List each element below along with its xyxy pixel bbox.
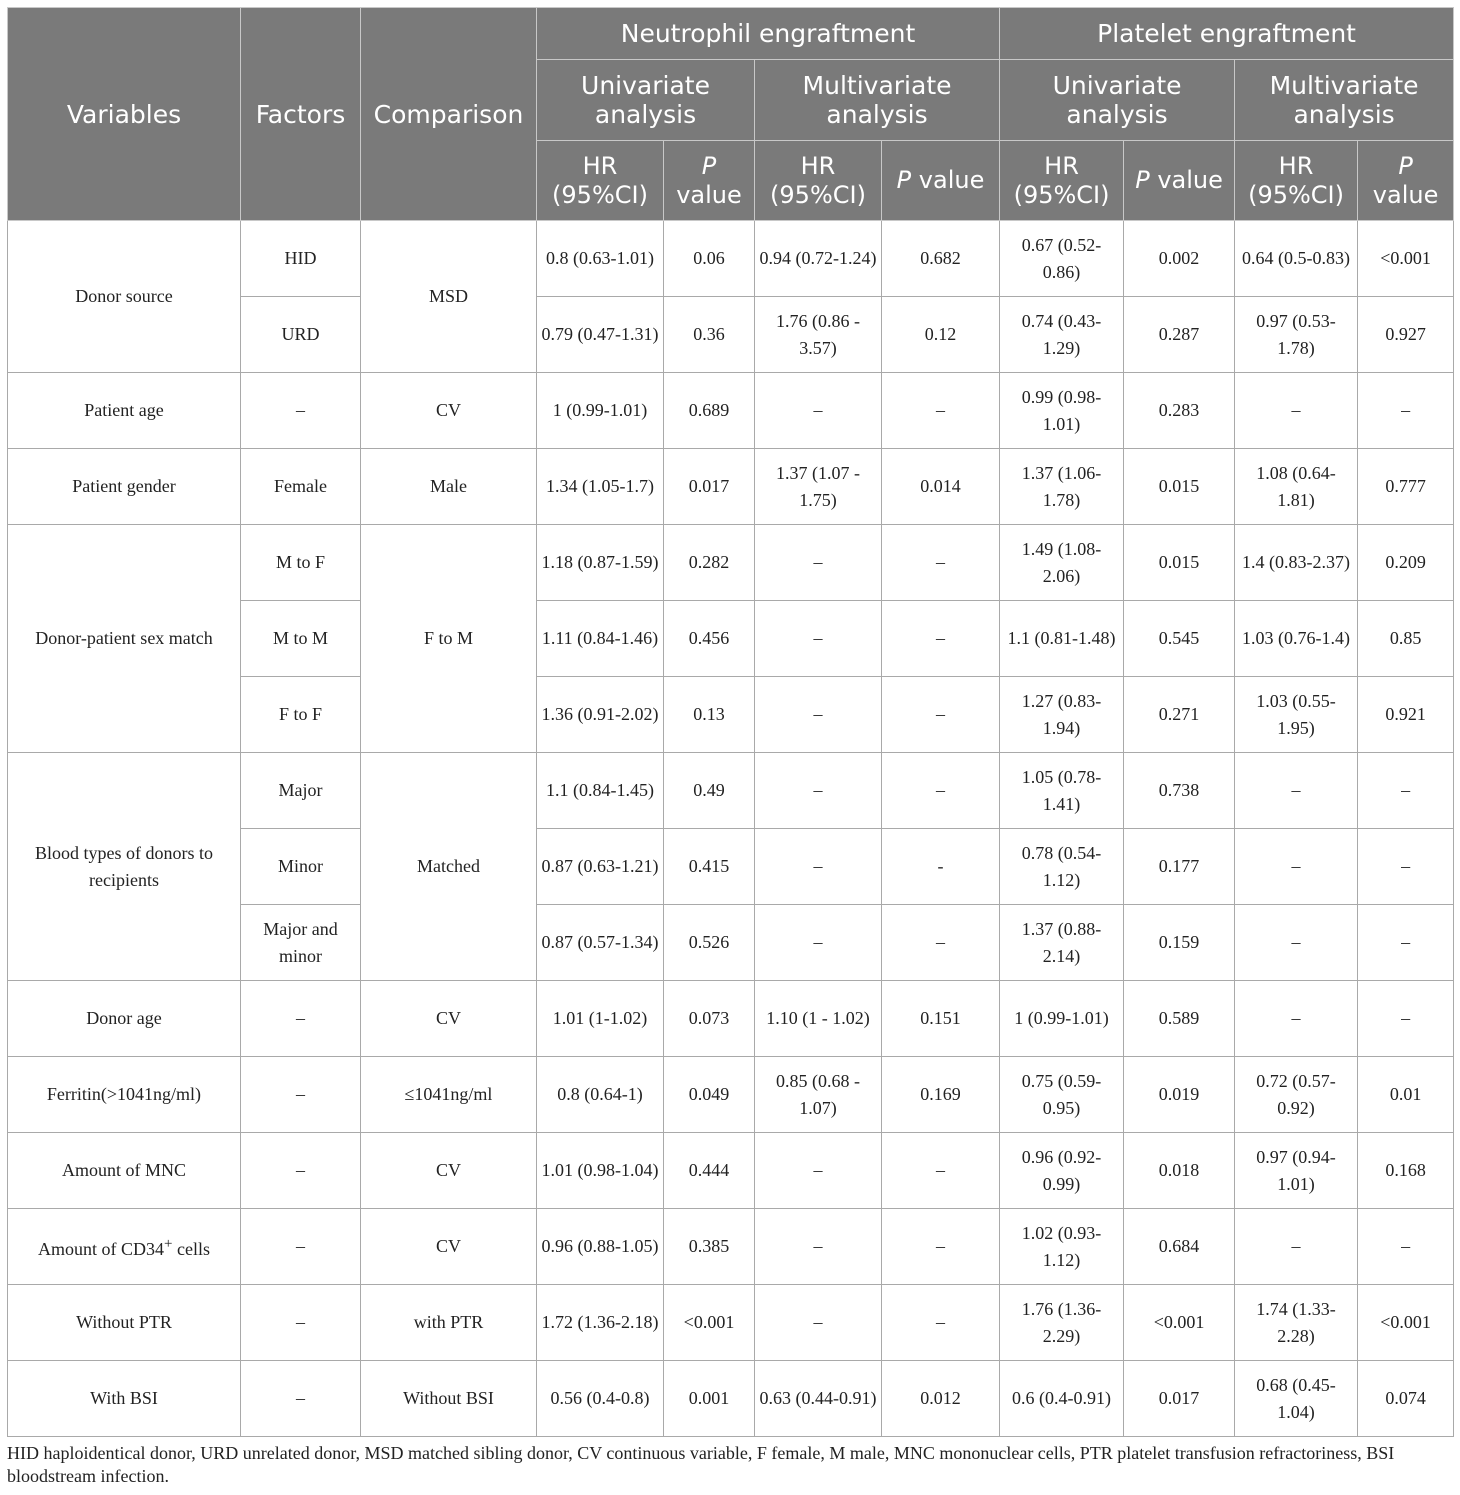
cell-p: – — [1358, 1209, 1454, 1285]
cell-hr: 0.74 (0.43-1.29) — [1000, 297, 1124, 373]
cell-p: 0.168 — [1358, 1133, 1454, 1209]
cell-comparison: Matched — [361, 753, 537, 981]
cell-p: – — [882, 373, 1000, 449]
cell-hr: – — [1235, 829, 1358, 905]
cell-hr: 0.87 (0.57-1.34) — [537, 905, 664, 981]
cell-p: 0.85 — [1358, 601, 1454, 677]
cell-comparison: F to M — [361, 525, 537, 753]
cell-hr: 0.87 (0.63-1.21) — [537, 829, 664, 905]
cell-p: 0.017 — [664, 449, 755, 525]
header-hr: HR (95%CI) — [537, 141, 664, 221]
cell-factor: Major — [241, 753, 361, 829]
header-neutrophil-multivariate: Multivariate analysis — [755, 60, 1000, 141]
cell-p: 0.06 — [664, 221, 755, 297]
cell-hr: 0.68 (0.45-1.04) — [1235, 1361, 1358, 1437]
header-variables: Variables — [8, 8, 241, 221]
cell-p: 0.415 — [664, 829, 755, 905]
cell-p: 0.018 — [1124, 1133, 1235, 1209]
cell-hr: – — [755, 677, 882, 753]
cell-p: 0.209 — [1358, 525, 1454, 601]
cell-p: – — [1358, 753, 1454, 829]
cell-variable: With BSI — [8, 1361, 241, 1437]
cell-comparison: CV — [361, 981, 537, 1057]
header-value-word: value — [1157, 166, 1223, 194]
cell-p: 0.36 — [664, 297, 755, 373]
cell-p: 0.589 — [1124, 981, 1235, 1057]
cell-p: 0.684 — [1124, 1209, 1235, 1285]
cell-factor: – — [241, 1285, 361, 1361]
cell-factor: M to M — [241, 601, 361, 677]
cell-variable: Blood types of donors to recipients — [8, 753, 241, 981]
cd34-label: Amount of CD34 — [38, 1238, 165, 1259]
cell-p: 0.921 — [1358, 677, 1454, 753]
cell-p: 0.073 — [664, 981, 755, 1057]
cell-hr: 0.94 (0.72-1.24) — [755, 221, 882, 297]
cell-p: 0.159 — [1124, 905, 1235, 981]
cell-hr: 0.96 (0.92-0.99) — [1000, 1133, 1124, 1209]
cell-comparison: MSD — [361, 221, 537, 373]
cell-factor: Minor — [241, 829, 361, 905]
cell-variable: Amount of MNC — [8, 1133, 241, 1209]
table-row — [8, 753, 1454, 829]
cell-p: 0.526 — [664, 905, 755, 981]
cell-comparison: CV — [361, 1209, 537, 1285]
cell-hr: 1.37 (0.88-2.14) — [1000, 905, 1124, 981]
cell-factor: F to F — [241, 677, 361, 753]
cd34-superscript: + — [164, 1235, 173, 1252]
cell-factor: – — [241, 1057, 361, 1133]
cell-hr: 1.76 (1.36-2.29) — [1000, 1285, 1124, 1361]
cell-variable: Donor age — [8, 981, 241, 1057]
cell-hr: 1 (0.99-1.01) — [537, 373, 664, 449]
cell-hr: 1.74 (1.33-2.28) — [1235, 1285, 1358, 1361]
header-comparison: Comparison — [361, 8, 537, 221]
cell-hr: 1.1 (0.84-1.45) — [537, 753, 664, 829]
table-row — [8, 1361, 1454, 1437]
cell-p: 0.012 — [882, 1361, 1000, 1437]
cell-comparison: Without BSI — [361, 1361, 537, 1437]
cell-p: – — [1358, 981, 1454, 1057]
cell-hr: – — [755, 1209, 882, 1285]
cell-hr: 0.85 (0.68 - 1.07) — [755, 1057, 882, 1133]
cell-variable: Patient gender — [8, 449, 241, 525]
cell-variable: Ferritin(>1041ng/ml) — [8, 1057, 241, 1133]
cell-hr: 0.97 (0.94-1.01) — [1235, 1133, 1358, 1209]
cell-factor: Major and minor — [241, 905, 361, 981]
cell-p: 0.444 — [664, 1133, 755, 1209]
cell-hr: 0.6 (0.4-0.91) — [1000, 1361, 1124, 1437]
header-p-value — [664, 141, 755, 221]
table-body — [8, 221, 1454, 1437]
cell-p: – — [882, 753, 1000, 829]
cell-hr: – — [755, 829, 882, 905]
header-platelet-engraftment: Platelet engraftment — [1000, 8, 1454, 60]
cell-p: – — [1358, 373, 1454, 449]
table-row — [8, 449, 1454, 525]
header-p-value — [882, 141, 1000, 221]
header-p-italic: P — [701, 151, 717, 180]
cell-hr: – — [755, 373, 882, 449]
cell-p: 0.151 — [882, 981, 1000, 1057]
cell-comparison: CV — [361, 1133, 537, 1209]
cell-p: – — [882, 525, 1000, 601]
cell-hr: 0.8 (0.64-1) — [537, 1057, 664, 1133]
cell-p: <0.001 — [664, 1285, 755, 1361]
cell-hr: – — [755, 525, 882, 601]
cell-hr: 0.8 (0.63-1.01) — [537, 221, 664, 297]
table-footnote: HID haploidentical donor, URD unrelated donor, MSD matched sibling donor, CV continuous variable, F female, M male, MNC mononuclear cells, PTR platelet transfusion refractoriness, BSI bloodstream infection. — [7, 1443, 1395, 1486]
cell-hr: 0.56 (0.4-0.8) — [537, 1361, 664, 1437]
cell-hr: 1.02 (0.93-1.12) — [1000, 1209, 1124, 1285]
header-value-word: value — [918, 166, 985, 194]
cell-p: 0.169 — [882, 1057, 1000, 1133]
cell-p: 0.13 — [664, 677, 755, 753]
header-p-value — [1358, 141, 1454, 221]
cell-hr: – — [1235, 1209, 1358, 1285]
header-hr: HR (95%CI) — [755, 141, 882, 221]
cell-p: – — [882, 677, 1000, 753]
cell-p: 0.01 — [1358, 1057, 1454, 1133]
cell-variable: Patient age — [8, 373, 241, 449]
cell-p: 0.074 — [1358, 1361, 1454, 1437]
cell-hr: – — [1235, 905, 1358, 981]
cell-factor: – — [241, 373, 361, 449]
cell-hr: 0.64 (0.5-0.83) — [1235, 221, 1358, 297]
cell-hr: 1.1 (0.81-1.48) — [1000, 601, 1124, 677]
cell-hr: 0.75 (0.59-0.95) — [1000, 1057, 1124, 1133]
cell-p: 0.283 — [1124, 373, 1235, 449]
cell-p: 0.927 — [1358, 297, 1454, 373]
cell-hr: 0.97 (0.53-1.78) — [1235, 297, 1358, 373]
cell-hr: – — [1235, 753, 1358, 829]
cd34-suffix: cells — [172, 1238, 210, 1259]
cell-p: 0.014 — [882, 449, 1000, 525]
cell-p: 0.49 — [664, 753, 755, 829]
cell-factor: – — [241, 1133, 361, 1209]
results-table — [7, 7, 1454, 1437]
table-row — [8, 525, 1454, 601]
cell-hr: 1.37 (1.07 - 1.75) — [755, 449, 882, 525]
cell-comparison: CV — [361, 373, 537, 449]
cell-hr: 0.96 (0.88-1.05) — [537, 1209, 664, 1285]
cell-p: 0.017 — [1124, 1361, 1235, 1437]
cell-hr: 1.11 (0.84-1.46) — [537, 601, 664, 677]
cell-hr: 1.18 (0.87-1.59) — [537, 525, 664, 601]
cell-p: 0.049 — [664, 1057, 755, 1133]
cell-factor: – — [241, 1361, 361, 1437]
cell-hr: – — [755, 753, 882, 829]
cell-hr: 0.79 (0.47-1.31) — [537, 297, 664, 373]
header-hr: HR (95%CI) — [1000, 141, 1124, 221]
cell-hr: 0.99 (0.98-1.01) — [1000, 373, 1124, 449]
cell-comparison: Male — [361, 449, 537, 525]
cell-p: 0.777 — [1358, 449, 1454, 525]
cell-factor: M to F — [241, 525, 361, 601]
cell-p: – — [882, 1285, 1000, 1361]
cell-hr: 0.72 (0.57-0.92) — [1235, 1057, 1358, 1133]
table-row — [8, 1057, 1454, 1133]
cell-p: 0.456 — [664, 601, 755, 677]
cell-hr: 1.03 (0.55-1.95) — [1235, 677, 1358, 753]
cell-hr: – — [755, 1133, 882, 1209]
cell-variable — [8, 1209, 241, 1285]
cell-p: – — [882, 601, 1000, 677]
cell-p: <0.001 — [1124, 1285, 1235, 1361]
table-row — [8, 1285, 1454, 1361]
cell-hr: 0.63 (0.44-0.91) — [755, 1361, 882, 1437]
cell-hr: 1.72 (1.36-2.18) — [537, 1285, 664, 1361]
cell-hr: – — [1235, 981, 1358, 1057]
cell-hr: – — [755, 601, 882, 677]
cell-hr: 1.27 (0.83-1.94) — [1000, 677, 1124, 753]
cell-hr: 1.01 (0.98-1.04) — [537, 1133, 664, 1209]
cell-p: – — [1358, 905, 1454, 981]
header-hr: HR (95%CI) — [1235, 141, 1358, 221]
header-platelet-multivariate: Multivariate analysis — [1235, 60, 1454, 141]
header-p-italic: P — [896, 166, 912, 194]
header-factors: Factors — [241, 8, 361, 221]
cell-p: 0.689 — [664, 373, 755, 449]
cell-p: 0.015 — [1124, 449, 1235, 525]
cell-hr: – — [755, 905, 882, 981]
cell-p: 0.015 — [1124, 525, 1235, 601]
cell-factor: HID — [241, 221, 361, 297]
cell-p: 0.001 — [664, 1361, 755, 1437]
cell-hr: 1.34 (1.05-1.7) — [537, 449, 664, 525]
cell-p: – — [882, 1133, 1000, 1209]
cell-hr: 1.03 (0.76-1.4) — [1235, 601, 1358, 677]
header-neutrophil-engraftment: Neutrophil engraftment — [537, 8, 1000, 60]
cell-factor: – — [241, 1209, 361, 1285]
cell-p: 0.738 — [1124, 753, 1235, 829]
cell-comparison: ≤1041ng/ml — [361, 1057, 537, 1133]
cell-p: 0.002 — [1124, 221, 1235, 297]
cell-p: 0.12 — [882, 297, 1000, 373]
cell-hr: 1.10 (1 - 1.02) — [755, 981, 882, 1057]
table-row — [8, 373, 1454, 449]
table-row — [8, 1133, 1454, 1209]
cell-variable: Donor-patient sex match — [8, 525, 241, 753]
cell-hr: 1.76 (0.86 - 3.57) — [755, 297, 882, 373]
table-header — [8, 8, 1454, 221]
cell-p: - — [882, 829, 1000, 905]
header-p-value — [1124, 141, 1235, 221]
table-row — [8, 1209, 1454, 1285]
header-platelet-univariate: Univariate analysis — [1000, 60, 1235, 141]
table-row — [8, 981, 1454, 1057]
header-value-word: value — [1372, 180, 1439, 209]
cell-p: 0.019 — [1124, 1057, 1235, 1133]
cell-comparison: with PTR — [361, 1285, 537, 1361]
cell-hr: 1.08 (0.64-1.81) — [1235, 449, 1358, 525]
cell-hr: 0.78 (0.54-1.12) — [1000, 829, 1124, 905]
cell-hr: 1.49 (1.08-2.06) — [1000, 525, 1124, 601]
cell-p: 0.545 — [1124, 601, 1235, 677]
header-value-word: value — [676, 180, 742, 209]
cell-p: 0.271 — [1124, 677, 1235, 753]
cell-p: <0.001 — [1358, 1285, 1454, 1361]
cell-p: 0.282 — [664, 525, 755, 601]
cell-variable: Without PTR — [8, 1285, 241, 1361]
cell-hr: 1.01 (1-1.02) — [537, 981, 664, 1057]
cell-variable: Donor source — [8, 221, 241, 373]
cell-p: – — [882, 1209, 1000, 1285]
cell-hr: 1 (0.99-1.01) — [1000, 981, 1124, 1057]
table-row — [8, 221, 1454, 297]
cell-hr: 0.67 (0.52-0.86) — [1000, 221, 1124, 297]
header-p-italic: P — [1398, 151, 1413, 180]
header-neutrophil-univariate: Univariate analysis — [537, 60, 755, 141]
cell-factor: URD — [241, 297, 361, 373]
cell-hr: 1.4 (0.83-2.37) — [1235, 525, 1358, 601]
cell-p: 0.177 — [1124, 829, 1235, 905]
cell-hr: – — [1235, 373, 1358, 449]
cell-p: 0.287 — [1124, 297, 1235, 373]
header-p-italic: P — [1135, 166, 1150, 194]
cell-p: 0.385 — [664, 1209, 755, 1285]
cell-hr: – — [755, 1285, 882, 1361]
cell-p: 0.682 — [882, 221, 1000, 297]
cell-factor: – — [241, 981, 361, 1057]
cell-p: – — [882, 905, 1000, 981]
cell-p: <0.001 — [1358, 221, 1454, 297]
cell-hr: 1.36 (0.91-2.02) — [537, 677, 664, 753]
cell-p: – — [1358, 829, 1454, 905]
cell-hr: 1.05 (0.78-1.41) — [1000, 753, 1124, 829]
cell-factor: Female — [241, 449, 361, 525]
cell-hr: 1.37 (1.06-1.78) — [1000, 449, 1124, 525]
